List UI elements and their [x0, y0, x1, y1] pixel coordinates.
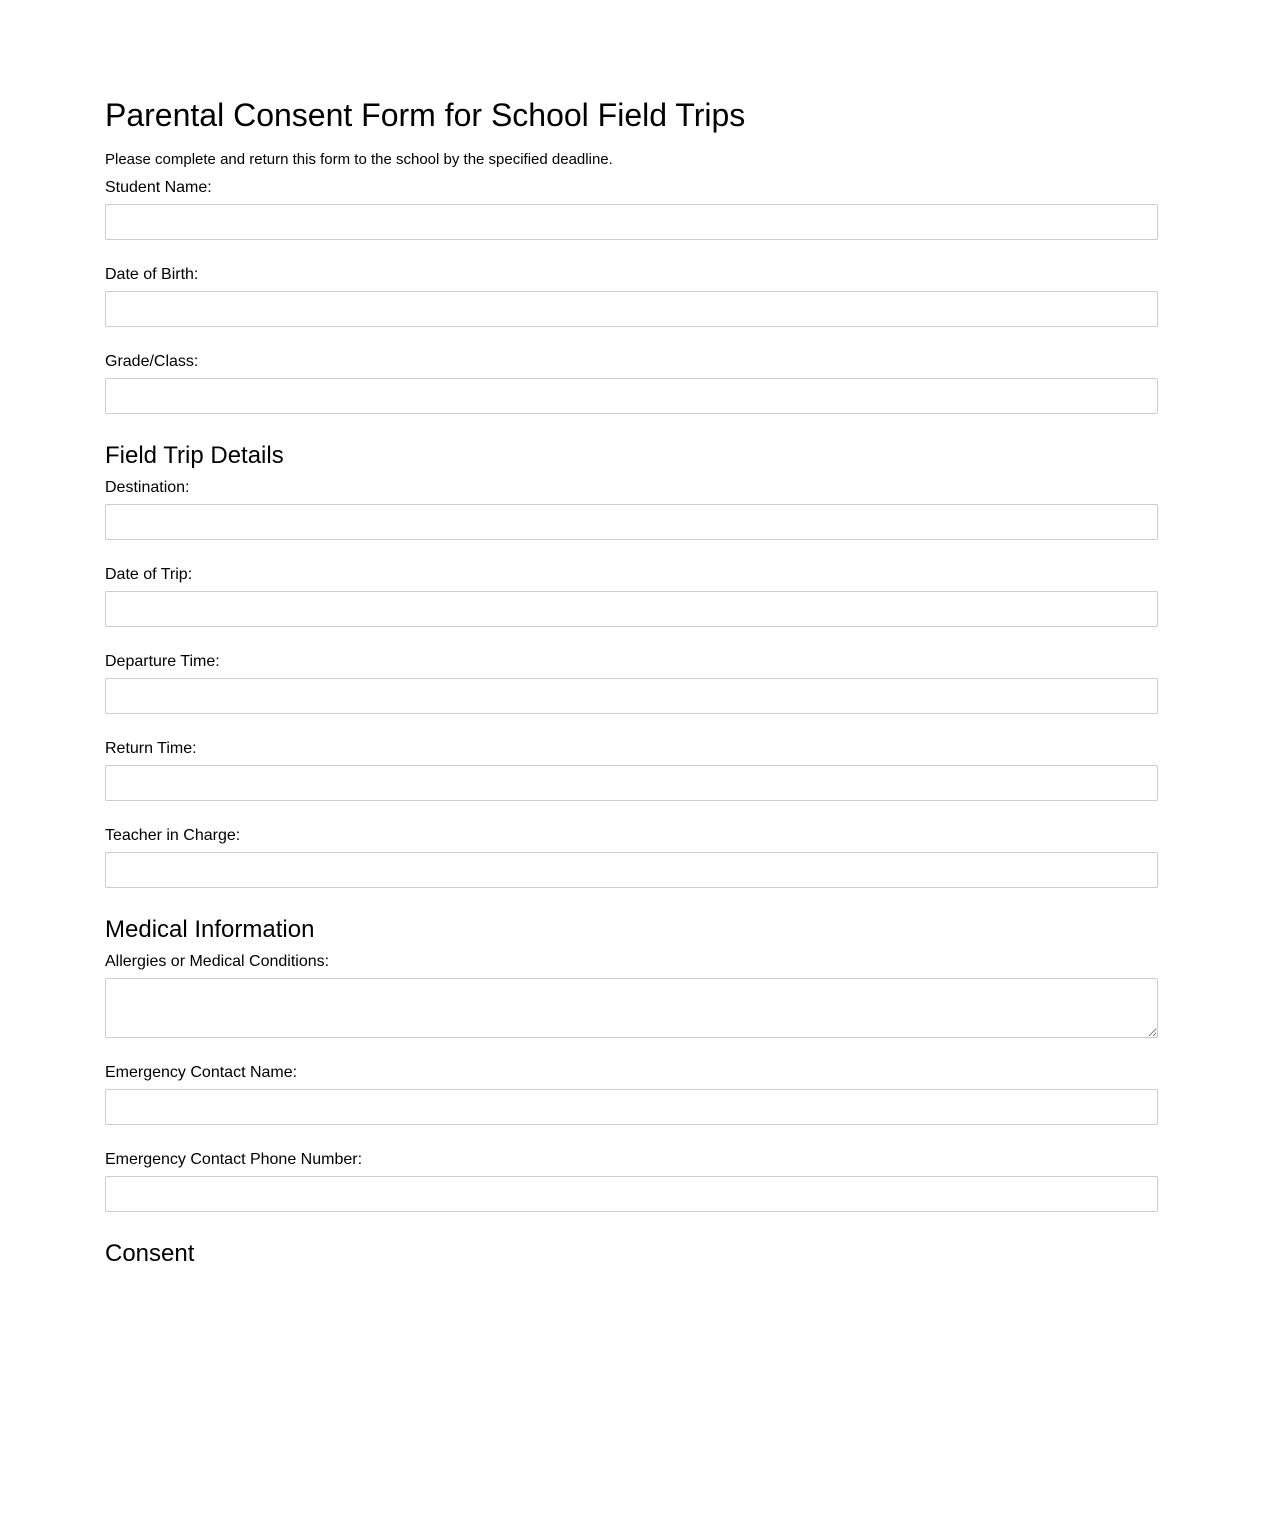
- emergency-contact-name-label: Emergency Contact Name:: [105, 1064, 298, 1081]
- destination-field: [105, 479, 1158, 540]
- teacher-in-charge-input[interactable]: [105, 852, 1158, 888]
- emergency-contact-phone-input[interactable]: [105, 1176, 1158, 1212]
- student-name-label: Student Name:: [105, 179, 212, 196]
- return-time-field: [105, 740, 1158, 801]
- allergies-textarea[interactable]: [105, 978, 1158, 1038]
- date-of-birth-label: Date of Birth:: [105, 266, 199, 283]
- medical-information-heading: Medical Information: [105, 916, 315, 943]
- date-of-birth-field: [105, 266, 1158, 327]
- emergency-contact-name-input[interactable]: [105, 1089, 1158, 1125]
- field-trip-details-heading: Field Trip Details: [105, 442, 284, 469]
- consent-heading: Consent: [105, 1240, 195, 1267]
- date-of-trip-field: [105, 566, 1158, 627]
- field-trip-details-section: [105, 442, 1158, 888]
- departure-time-input[interactable]: [105, 678, 1158, 714]
- grade-class-field: [105, 353, 1158, 414]
- medical-information-section: [105, 916, 1158, 1212]
- return-time-label: Return Time:: [105, 740, 197, 757]
- consent-section: [105, 1240, 1158, 1268]
- emergency-contact-phone-field: [105, 1151, 1158, 1212]
- emergency-contact-phone-label: Emergency Contact Phone Number:: [105, 1151, 363, 1168]
- date-of-trip-label: Date of Trip:: [105, 566, 193, 583]
- date-of-birth-input[interactable]: [105, 291, 1158, 327]
- allergies-field: [105, 953, 1158, 1038]
- departure-time-label: Departure Time:: [105, 653, 220, 670]
- allergies-label: Allergies or Medical Conditions:: [105, 953, 330, 970]
- destination-label: Destination:: [105, 479, 190, 496]
- form-intro: Please complete and return this form to the school by the specified deadline.: [105, 151, 613, 168]
- student-name-field: [105, 179, 1158, 240]
- consent-form: [105, 96, 1158, 1268]
- emergency-contact-name-field: [105, 1064, 1158, 1125]
- grade-class-input[interactable]: [105, 378, 1158, 414]
- page-title: Parental Consent Form for School Field Trips: [105, 97, 746, 133]
- date-of-trip-input[interactable]: [105, 591, 1158, 627]
- departure-time-field: [105, 653, 1158, 714]
- return-time-input[interactable]: [105, 765, 1158, 801]
- teacher-in-charge-field: [105, 827, 1158, 888]
- student-name-input[interactable]: [105, 204, 1158, 240]
- grade-class-label: Grade/Class:: [105, 353, 199, 370]
- destination-input[interactable]: [105, 504, 1158, 540]
- teacher-in-charge-label: Teacher in Charge:: [105, 827, 241, 844]
